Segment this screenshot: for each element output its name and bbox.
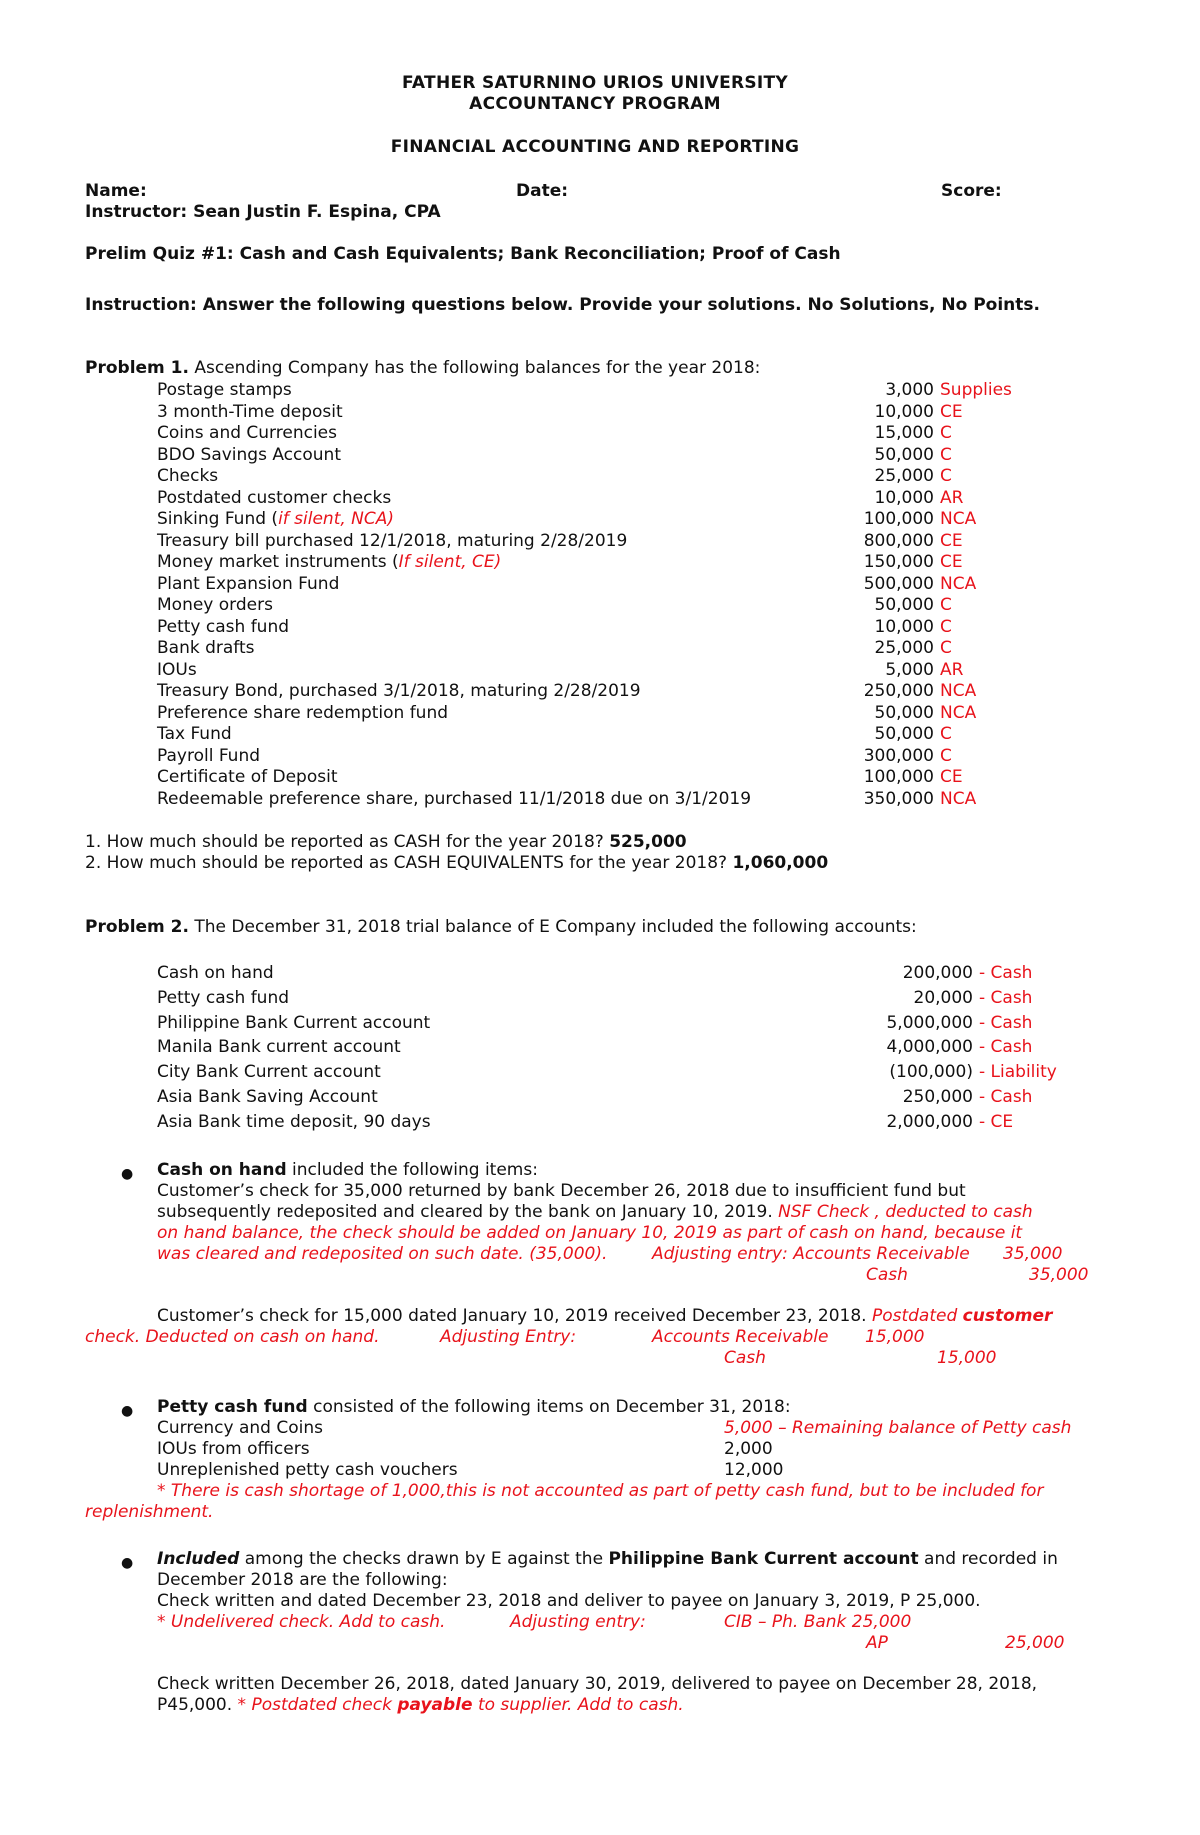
b1-note3: was cleared and redeposited on such date. (35,000). xyxy=(157,1244,608,1264)
b3-note2: * Postdated check xyxy=(237,1695,398,1715)
b2-head: Petty cash fund xyxy=(157,1397,308,1417)
item-label: Tax Fund xyxy=(157,724,232,744)
item-note: if silent, NCA) xyxy=(278,509,395,529)
account-classification: - Cash xyxy=(979,1087,1033,1107)
item-label-with-note xyxy=(157,509,394,531)
account-classification: - Cash xyxy=(979,963,1033,983)
item-amount: 25,000 xyxy=(874,466,934,486)
problem1-heading xyxy=(85,358,760,380)
instructor-line: Instructor: Sean Justin F. Espina, CPA xyxy=(85,202,441,222)
account-classification: - Cash xyxy=(979,1012,1033,1033)
problem2-account-row xyxy=(0,1087,1200,1109)
petty-item-amount: 12,000 xyxy=(724,1460,784,1480)
b3-note2b: payable xyxy=(397,1695,473,1715)
petty-item-label: Currency and Coins xyxy=(157,1418,324,1438)
b3-line5 xyxy=(157,1695,684,1717)
b2-head-rest: consisted of the following items on December 31, 2018: xyxy=(307,1397,791,1417)
b1-line2 xyxy=(157,1202,1033,1224)
item-label: Certificate of Deposit xyxy=(157,767,338,787)
item-amount: 100,000 xyxy=(863,509,934,529)
item-classification: CE xyxy=(940,401,963,422)
item-classification: C xyxy=(940,638,952,658)
item-amount: 10,000 xyxy=(874,487,934,508)
problem2-account-row xyxy=(0,963,1200,985)
b2-note2: replenishment. xyxy=(85,1502,214,1522)
item-amount: 3,000 xyxy=(885,380,934,400)
course-title: FINANCIAL ACCOUNTING AND REPORTING xyxy=(390,137,800,157)
b1-note5: check. Deducted on cash on hand. xyxy=(85,1327,380,1347)
item-amount: 50,000 xyxy=(874,595,934,615)
account-amount: 200,000 xyxy=(902,963,973,983)
item-classification: C xyxy=(940,423,952,443)
account-classification: - Cash xyxy=(979,987,1033,1008)
item-amount: 25,000 xyxy=(874,638,934,658)
problem2-account-row xyxy=(0,1112,1200,1134)
account-label: Asia Bank Saving Account xyxy=(157,1087,378,1107)
b3-line5-text: P45,000. xyxy=(157,1695,238,1715)
item-amount: 800,000 xyxy=(863,530,934,551)
item-classification: C xyxy=(940,724,952,744)
b3-head: Included xyxy=(157,1549,240,1569)
problem2-label: Problem 2. xyxy=(85,917,189,937)
b2-note1: * There is cash shortage of 1,000,this is not accounted as part of petty cash fund, but to be included for xyxy=(157,1481,1044,1501)
account-amount: 4,000,000 xyxy=(886,1037,973,1058)
problem2-heading xyxy=(85,917,917,939)
b1-head: Cash on hand xyxy=(157,1160,287,1180)
item-amount: 50,000 xyxy=(874,702,934,723)
b1-adj2-dr-amount: 15,000 xyxy=(865,1327,925,1347)
problem1-item-row xyxy=(0,402,1200,424)
problem1-item-row xyxy=(0,789,1200,811)
b3-line3: Check written and dated December 23, 2018 and deliver to payee on January 3, 2019, P 25,000. xyxy=(157,1591,981,1611)
b3-adj-label: Adjusting entry: xyxy=(510,1612,646,1632)
problem1-item-row xyxy=(0,595,1200,617)
b3-note2c: to supplier. Add to cash. xyxy=(472,1695,684,1715)
problem1-intro: Ascending Company has the following balances for the year 2018: xyxy=(188,358,761,378)
b3-adj-dr: CIB – Ph. Bank 25,000 xyxy=(724,1612,912,1632)
problem1-item-row xyxy=(0,423,1200,445)
problem1-item-row xyxy=(0,445,1200,467)
item-classification: Supplies xyxy=(940,380,1012,400)
item-classification: CE xyxy=(940,767,963,787)
university-name: FATHER SATURNINO URIOS UNIVERSITY xyxy=(401,73,789,93)
item-classification: AR xyxy=(940,659,964,680)
item-classification: NCA xyxy=(940,788,977,809)
quiz-title: Prelim Quiz #1: Cash and Cash Equivalents; Bank Reconciliation; Proof of Cash xyxy=(85,244,841,264)
petty-cash-item-row xyxy=(0,1418,1200,1440)
petty-item-label: Unreplenished petty cash vouchers xyxy=(157,1460,458,1480)
problem2-account-row xyxy=(0,1062,1200,1084)
problem2-account-row xyxy=(0,1013,1200,1035)
item-amount: 100,000 xyxy=(863,767,934,787)
item-amount: 250,000 xyxy=(863,681,934,701)
item-amount: 15,000 xyxy=(874,423,934,443)
b1-adj-label: Adjusting entry: Accounts Receivable xyxy=(652,1244,970,1264)
account-label: Manila Bank current account xyxy=(157,1037,401,1058)
b1-adj2-cr: Cash xyxy=(724,1348,766,1368)
item-label: Treasury bill purchased 12/1/2018, maturing 2/28/2019 xyxy=(157,530,628,551)
account-label: Philippine Bank Current account xyxy=(157,1012,431,1033)
item-label: Redeemable preference share, purchased 11/1/2018 due on 3/1/2019 xyxy=(157,788,752,809)
problem1-label: Problem 1. xyxy=(85,358,189,378)
b3-head-bold2: Philippine Bank Current account xyxy=(608,1549,919,1569)
item-amount: 500,000 xyxy=(863,573,934,594)
account-classification: - CE xyxy=(979,1111,1014,1132)
petty-item-label: IOUs from officers xyxy=(157,1439,310,1459)
problem2-account-row xyxy=(0,988,1200,1010)
item-label: Money market instruments ( xyxy=(157,552,399,572)
problem1-item-row xyxy=(0,767,1200,789)
b1-note4b: customer xyxy=(962,1306,1053,1326)
q1-text: 1. How much should be reported as CASH for the year 2018? xyxy=(85,832,610,852)
b1-note4: Postdated xyxy=(871,1306,963,1326)
item-amount: 300,000 xyxy=(863,745,934,766)
item-classification: C xyxy=(940,616,952,637)
b1-adj-cr: Cash xyxy=(866,1265,908,1285)
item-amount: 5,000 xyxy=(885,659,934,680)
score-label: Score: xyxy=(941,181,1002,201)
b3-adj-cr-amount: 25,000 xyxy=(1005,1633,1065,1653)
q2-answer: 1,060,000 xyxy=(732,853,829,873)
problem1-item-row xyxy=(0,660,1200,682)
problem1-item-row xyxy=(0,681,1200,703)
item-classification: AR xyxy=(940,487,964,508)
account-label: Asia Bank time deposit, 90 days xyxy=(157,1111,431,1132)
account-classification: - Cash xyxy=(979,1037,1033,1058)
program-name: ACCOUNTANCY PROGRAM xyxy=(469,94,721,114)
item-classification: NCA xyxy=(940,509,977,529)
b1-line3 xyxy=(157,1306,1052,1328)
account-label: City Bank Current account xyxy=(157,1062,381,1083)
item-label: IOUs xyxy=(157,659,197,680)
item-amount: 50,000 xyxy=(874,444,934,465)
b1-adj-dr-amount: 35,000 xyxy=(1003,1244,1063,1264)
b3-line2: December 2018 are the following: xyxy=(157,1570,448,1590)
account-amount: 20,000 xyxy=(913,987,973,1008)
problem2-intro: The December 31, 2018 trial balance of E Company included the following accounts: xyxy=(188,917,917,937)
account-classification: - Liability xyxy=(979,1062,1057,1083)
q2-text: 2. How much should be reported as CASH EQUIVALENTS for the year 2018? xyxy=(85,853,733,873)
problem1-item-row xyxy=(0,574,1200,596)
q1-answer: 525,000 xyxy=(609,832,687,852)
item-label: BDO Savings Account xyxy=(157,444,341,465)
bullet-dot: ● xyxy=(121,1555,134,1571)
b2-heading xyxy=(157,1397,791,1419)
problem1-item-row xyxy=(0,552,1200,574)
account-amount: 2,000,000 xyxy=(886,1111,973,1132)
item-classification: NCA xyxy=(940,702,977,723)
b3-head-rest1: among the checks drawn by E against the xyxy=(239,1549,609,1569)
item-label: Treasury Bond, purchased 3/1/2018, maturing 2/28/2019 xyxy=(157,681,641,701)
date-label: Date: xyxy=(516,181,569,201)
problem1-item-row xyxy=(0,380,1200,402)
b3-note1: * Undelivered check. Add to cash. xyxy=(157,1612,446,1632)
problem1-item-row xyxy=(0,724,1200,746)
item-amount: 150,000 xyxy=(863,552,934,572)
item-label: Plant Expansion Fund xyxy=(157,573,340,594)
problem1-item-row xyxy=(0,466,1200,488)
item-amount: 10,000 xyxy=(874,401,934,422)
problem1-item-row xyxy=(0,488,1200,510)
item-label: Money orders xyxy=(157,595,273,615)
problem1-item-row xyxy=(0,638,1200,660)
item-classification: C xyxy=(940,745,952,766)
b3-line4: Check written December 26, 2018, dated January 30, 2019, delivered to payee on December 28, 2018, xyxy=(157,1674,1038,1694)
account-amount: 250,000 xyxy=(902,1087,973,1107)
account-label: Petty cash fund xyxy=(157,987,290,1008)
item-note: If silent, CE) xyxy=(398,552,502,572)
b1-line2-text: subsequently redeposited and cleared by the bank on January 10, 2019. xyxy=(157,1202,779,1222)
b3-adj-cr: AP xyxy=(866,1633,888,1653)
account-amount: (100,000) xyxy=(889,1062,973,1083)
problem1-item-row xyxy=(0,617,1200,639)
problem1-item-row xyxy=(0,703,1200,725)
problem1-question-1 xyxy=(85,832,687,854)
petty-item-note: 5,000 – Remaining balance of Petty cash xyxy=(724,1418,1072,1438)
item-classification: CE xyxy=(940,530,963,551)
problem1-item-row xyxy=(0,746,1200,768)
item-label: Postdated customer checks xyxy=(157,487,392,508)
petty-item-amount: 2,000 xyxy=(724,1439,773,1459)
item-classification: NCA xyxy=(940,681,977,701)
item-amount: 350,000 xyxy=(863,788,934,809)
item-label: Bank drafts xyxy=(157,638,255,658)
item-label-with-note xyxy=(157,552,501,574)
b1-adj2-dr: Accounts Receivable xyxy=(652,1327,829,1347)
b1-line3-text: Customer’s check for 15,000 dated January 10, 2019 received December 23, 2018. xyxy=(157,1306,872,1326)
item-label: Postage stamps xyxy=(157,380,292,400)
item-label: Petty cash fund xyxy=(157,616,290,637)
b1-head-rest: included the following items: xyxy=(286,1160,538,1180)
instruction-line: Instruction: Answer the following questions below. Provide your solutions. No Solutions, No Points. xyxy=(85,295,1040,315)
item-amount: 10,000 xyxy=(874,616,934,637)
item-label: Preference share redemption fund xyxy=(157,702,449,723)
item-classification: NCA xyxy=(940,573,977,594)
b3-head-rest2: and recorded in xyxy=(918,1549,1058,1569)
item-amount: 50,000 xyxy=(874,724,934,744)
item-label: Sinking Fund ( xyxy=(157,509,279,529)
item-label: Payroll Fund xyxy=(157,745,261,766)
bullet-dot: ● xyxy=(121,1403,134,1419)
petty-cash-item-row xyxy=(0,1460,1200,1482)
b1-adj2-cr-amount: 15,000 xyxy=(937,1348,997,1368)
b1-note2: on hand balance, the check should be added on January 10, 2019 as part of cash on hand, because it xyxy=(157,1223,1023,1243)
petty-cash-item-row xyxy=(0,1439,1200,1461)
item-classification: CE xyxy=(940,552,963,572)
item-label: Coins and Currencies xyxy=(157,423,337,443)
problem1-item-row xyxy=(0,531,1200,553)
account-label: Cash on hand xyxy=(157,963,274,983)
b1-adj-cr-amount: 35,000 xyxy=(1029,1265,1089,1285)
item-classification: C xyxy=(940,466,952,486)
b1-heading xyxy=(157,1160,538,1182)
b1-line1: Customer’s check for 35,000 returned by bank December 26, 2018 due to insufficient fund but xyxy=(157,1181,966,1201)
bullet-dot: ● xyxy=(121,1166,134,1182)
b3-heading xyxy=(157,1549,1058,1571)
name-label: Name: xyxy=(85,181,147,201)
account-amount: 5,000,000 xyxy=(886,1012,973,1033)
b1-note1: NSF Check , deducted to cash xyxy=(778,1202,1033,1222)
problem1-question-2 xyxy=(85,853,828,875)
b1-adj2-label: Adjusting Entry: xyxy=(440,1327,577,1347)
problem2-account-row xyxy=(0,1037,1200,1059)
item-classification: C xyxy=(940,444,952,465)
item-classification: C xyxy=(940,595,952,615)
problem1-item-row xyxy=(0,509,1200,531)
item-label: Checks xyxy=(157,466,219,486)
item-label: 3 month-Time deposit xyxy=(157,401,343,422)
